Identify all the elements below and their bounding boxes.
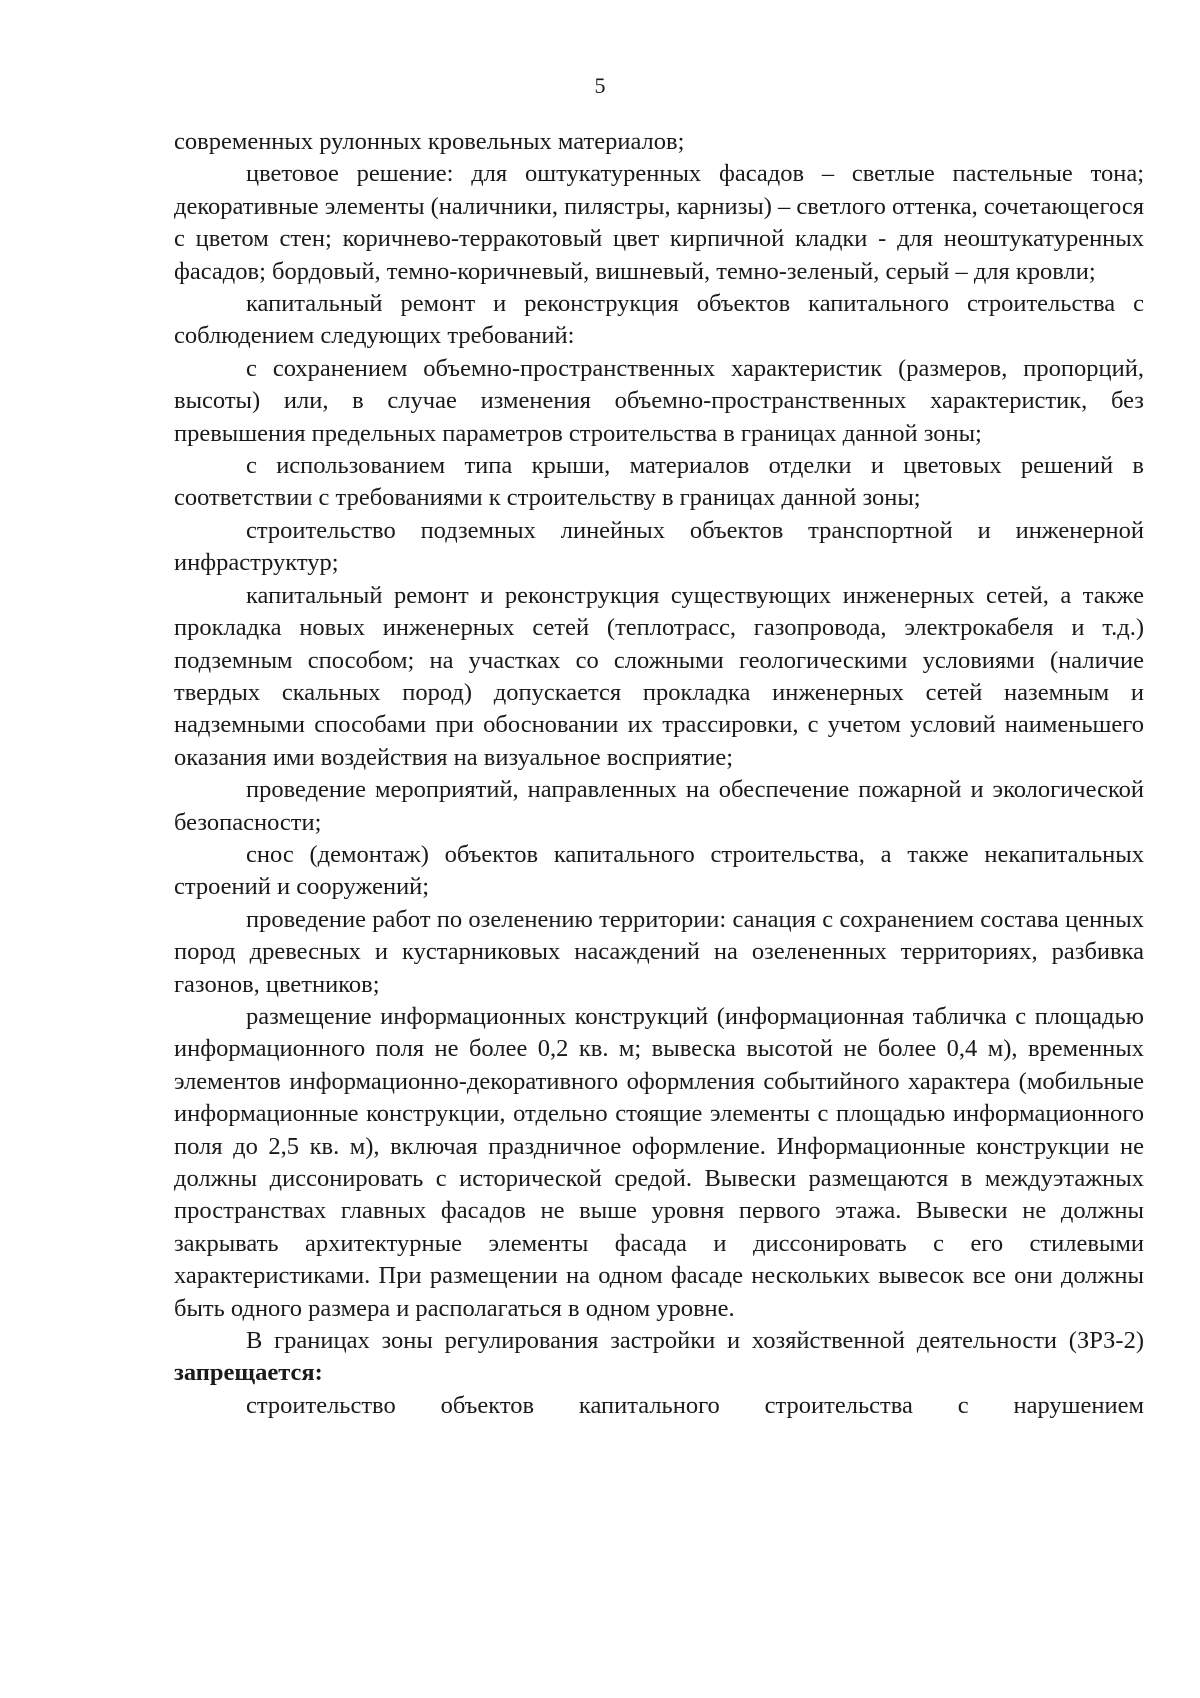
paragraph-continuation: современных рулонных кровельных материалов;: [174, 128, 685, 155]
paragraph-roof-materials: с использованием типа крыши, материалов отделки и цветовых решений в соответствии с требованиями к строительству в границах данной зоны;: [174, 452, 1144, 512]
paragraph-demolition: снос (демонтаж) объектов капитального строительства, а также некапитальных строений и сооружений;: [174, 840, 1144, 901]
zone-paragraph-text: В границах зоны регулирования застройки и хозяйственной деятельности (ЗРЗ-2): [246, 1327, 1144, 1355]
paragraph-landscaping: проведение работ по озеленению территории: санация с сохранением состава ценных пород древесных и кустарниковых насаждений на озелененных территориях, разбивка газонов, цветников;: [174, 905, 1144, 998]
paragraph-safety-measures: проведение мероприятий, направленных на обеспечение пожарной и экологической безопасности;: [174, 776, 1144, 836]
paragraph-engineering-networks: капитальный ремонт и реконструкция существующих инженерных сетей, а также прокладка новых инженерных сетей (теплотрасс, газопровода, электрокабеля и т.д.) подземным способом; на участках со сложными геологическими условиями (наличие твердых скальных пород) допускается прокладка инженерных сетей наземным и надземными способами при обосновании их трассировки, с учетом условий наименьшего оказания ими воздействия на визуальное восприятие;: [174, 581, 1144, 771]
page-number: 5: [594, 73, 606, 98]
paragraph-information-signs: размещение информационных конструкций (информационная табличка с площадью информационного поля не более 0,2 кв. м; вывеска высотой не более 0,4 м), временных элементов информационно-декоративного оформления событийного характера (мобильные информационные конструкции, отдельно стоящие элементы с площадью информационного поля до 2,5 кв. м), включая праздничное оформление. Информационные конструкции не должны диссонировать с исторической средой. Вывески размещаются в междуэтажных пространствах главных фасадов не выше уровня первого этажа. Вывески не должны закрывать архитектурные элементы фасада и диссонировать с его стилевыми характеристиками. При размещении на одном фасаде нескольких вывесок все они должны быть одного размера и располагаться в одном уровне.: [174, 1002, 1144, 1322]
paragraph-zone-prohibited: [174, 1325, 1144, 1390]
paragraph-volume-preservation: с сохранением объемно-пространственных характеристик (размеров, пропорций, высоты) или, в случае изменения объемно-пространственных характеристик, без превышения предельных параметров строительства в границах данной зоны;: [174, 354, 1144, 447]
paragraph-construction-violation: строительство объектов капитального строительства с нарушением: [246, 1391, 1144, 1419]
paragraph-color-solution: цветовое решение: для оштукатуренных фасадов – светлые пастельные тона; декоративные элементы (наличники, пилястры, карнизы) – светлого оттенка, сочетающегося с цветом стен; коричнево-терракотовый цвет кирпичной кладки - для неоштукатуренных фасадов; бордовый, темно-коричневый, вишневый, темно-зеленый, серый – для кровли;: [174, 160, 1144, 285]
paragraph-underground-objects: строительство подземных линейных объектов транспортной и инженерной инфраструктур;: [174, 516, 1144, 577]
paragraph-capital-repair: капитальный ремонт и реконструкция объектов капитального строительства с соблюдением следующих требований:: [174, 290, 1144, 350]
prohibited-emphasis: запрещается:: [174, 1359, 323, 1387]
document-body: [174, 126, 1144, 1422]
